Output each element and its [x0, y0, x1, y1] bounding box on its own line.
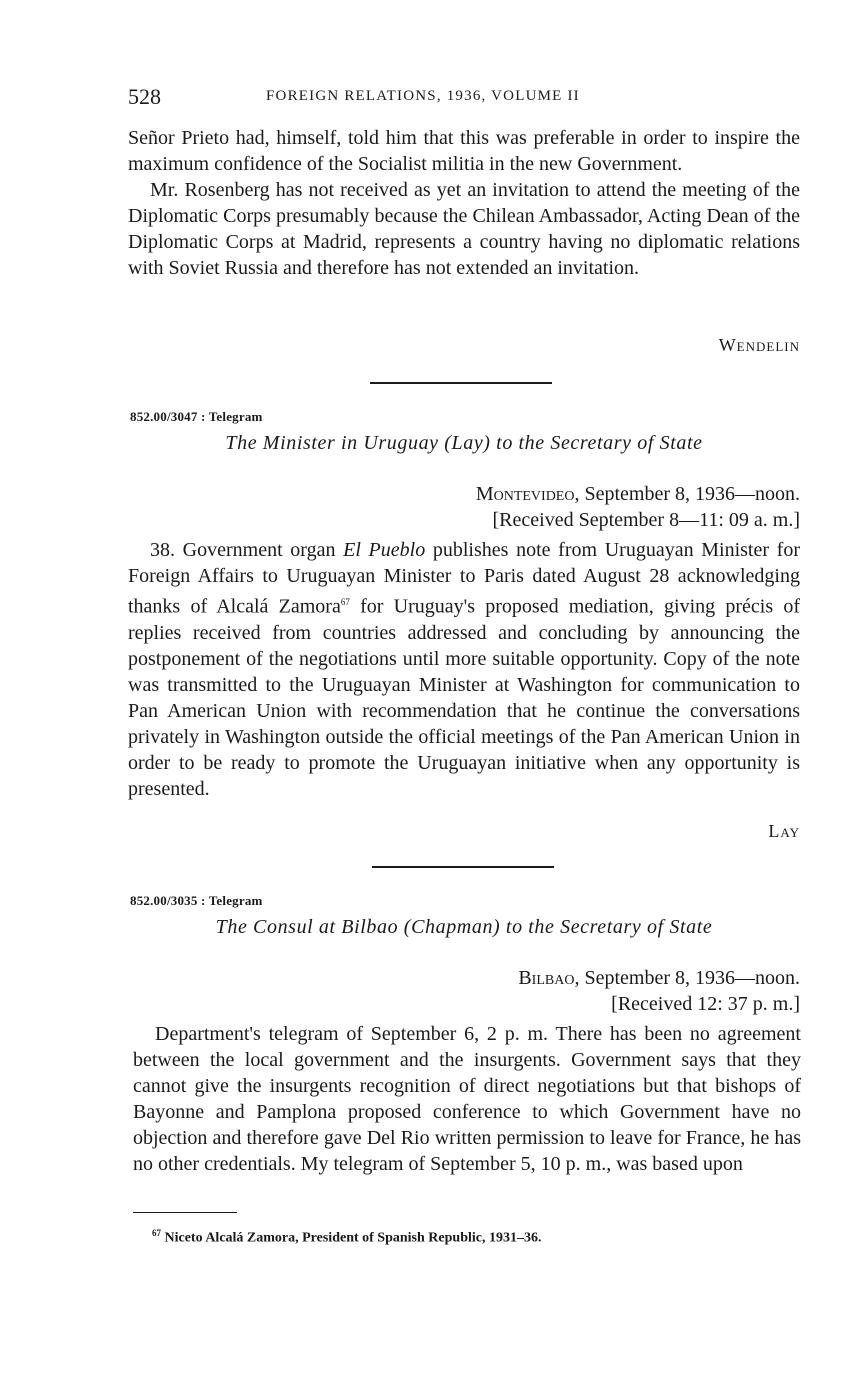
dateline-date-2: , September 8, 1936—noon. [574, 967, 800, 989]
page-header [128, 84, 800, 110]
section-divider [370, 382, 552, 384]
footnote-reference: 67 [340, 597, 350, 607]
dateline-date-1: , September 8, 1936—noon. [574, 483, 800, 505]
footnote [152, 1228, 541, 1247]
footnote-rule [133, 1212, 237, 1213]
document-title-2: The Consul at Bilbao (Chapman) to the Secretary of State [215, 916, 713, 938]
dateline-2 [518, 965, 800, 1017]
continuation-paragraph-2: Mr. Rosenberg has not received as yet an invitation to attend the meeting of the Diplomatic Corps presumably because the Chilean Ambassador, Acting Dean of the Diplomatic Corps at Madrid, represents a country having no diplomatic relations with Soviet Russia and therefore has not extended an invitation. [128, 179, 800, 279]
file-reference-1: 852.00/3047 : Telegram [130, 409, 263, 424]
continuation-text [128, 125, 800, 281]
section-divider [372, 866, 554, 868]
page-number: 528 [128, 84, 161, 109]
body-1-start: 38. Government organ [150, 539, 344, 561]
received-note-1: [Received September 8—11: 09 a. m.] [492, 509, 800, 531]
telegram-body-1 [128, 537, 800, 802]
body-1-end: for Uruguay's proposed mediation, giving précis of replies received from countries addressed and concluding by announcing the postponement of the negotiations until more suitable opportunity. Copy of the note was transmitted to the Uruguayan Minister at Washington for communication to Pan American Union with recommendation that he continue the conversations privately in Washington outside the official meetings of the Pan American Union in order to be ready to promote the Uruguayan initiative when any opportunity is presented. [128, 595, 801, 800]
running-title: FOREIGN RELATIONS, 1936, VOLUME II [266, 88, 580, 104]
document-title-1: The Minister in Uruguay (Lay) to the Secretary of State [225, 432, 703, 454]
footnote-mark: 67 [152, 1228, 161, 1238]
telegram-body-2 [133, 1021, 801, 1177]
continuation-paragraph-1: Señor Prieto had, himself, told him that this was preferable in order to inspire the maximum confidence of the Socialist militia in the new Government. [128, 127, 800, 175]
dateline-place-2: Bilbao [518, 967, 575, 989]
dateline-place-1: Montevideo [475, 483, 575, 505]
body-1-mid: publishes note from Uruguayan Minister for Foreign Affairs to Uruguayan Minister to Paris dated August 28 acknowledging thanks of Alcalá Zamora [128, 539, 800, 618]
dateline-1 [476, 481, 800, 533]
body-2-paragraph: Department's telegram of September 6, 2 p. m. There has been no agreement between the local government and the insurgents. Government says that they cannot give the insurgents recognition of direct negotiations but that bishops of Bayonne and Pamplona proposed conference to which Government have no objection and therefore gave Del Rio written permission to leave for France, he has no other credentials. My telegram of September 5, 10 p. m., was based upon [133, 1023, 801, 1175]
received-note-2: [Received 12: 37 p. m.] [611, 993, 800, 1015]
signature-wendelin: Wendelin [718, 335, 800, 355]
file-reference-2: 852.00/3035 : Telegram [130, 893, 263, 908]
footnote-text: Niceto Alcalá Zamora, President of Spanish Republic, 1931–36. [164, 1230, 542, 1246]
signature-lay: Lay [768, 821, 800, 841]
newspaper-name: El Pueblo [343, 539, 426, 561]
